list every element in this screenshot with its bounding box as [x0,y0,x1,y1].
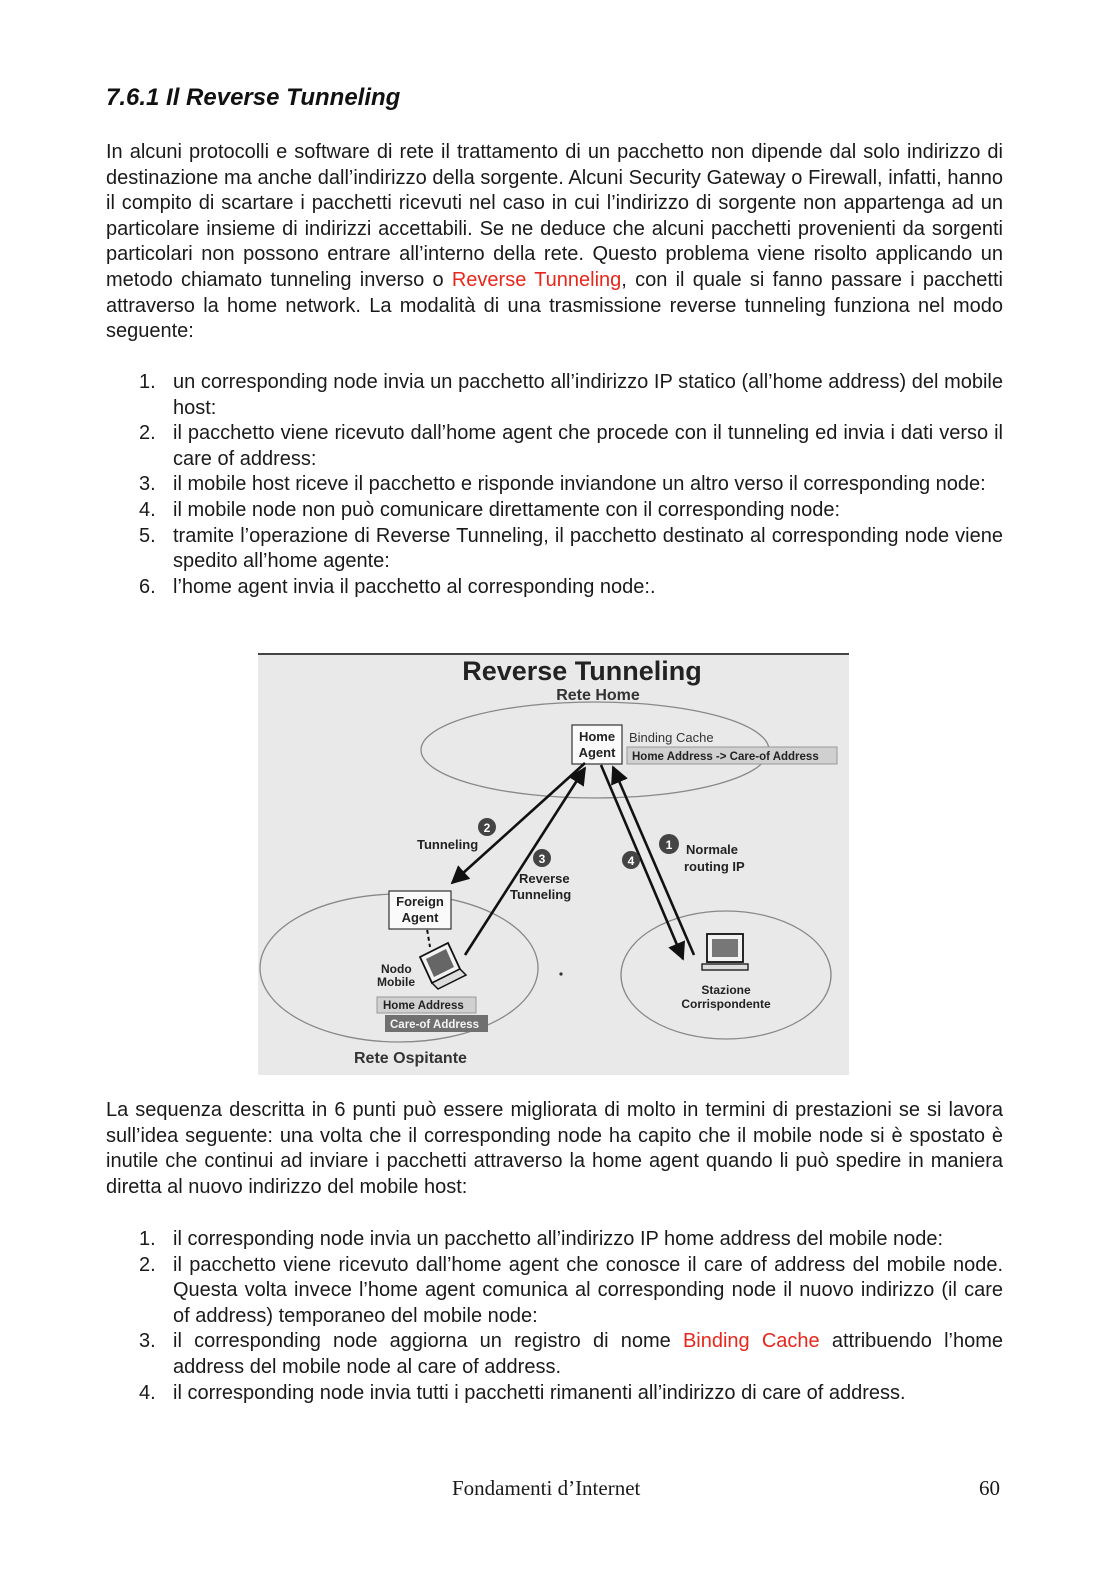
diagram-title: Reverse Tunneling [462,656,702,686]
intro-text-before: In alcuni protocolli e software di rete il trattamento di un pacchetto non dipende dal solo indirizzo di destinazione ma anche dall’indirizzo della sorgente. Alcuni Security Gateway o Firewall, infatti, hanno il compito di scartare i pacchetti ricevuti nel caso in cui l’indirizzo di sorgente non appartenga ad un particolare insieme di indirizzi accettabili. Se ne deduce che alcuni pacchetti provenienti da sorgenti particolari non possono entrare all’interno della rete. Questo problema viene risolto applicando un metodo chiamato tunneling inverso o [106,141,1003,291]
tunneling-arrow [452,763,585,883]
reverse-tunneling-highlight: Reverse Tunneling [451,268,622,291]
correspondent-station-label-line1: Stazione [701,983,751,997]
list-item-text: un corresponding node invia un pacchetto all’indirizzo IP statico (all’home address) del mobile host: [173,371,1003,419]
guest-network-label: Rete Ospitante [354,1050,467,1067]
list-item-number: 2. [139,422,156,445]
list-item-text: il pacchetto viene ricevuto dall’home agent che conosce il care of address del mobile node. Questa volta invece l’home agent comunica al corresponding node il nuovo indirizzo (il care of address) temporaneo del mobile node: [173,1253,1003,1327]
list-item-text-before: il corresponding node aggiorna un registro di nome [173,1330,683,1353]
list-item [106,370,1003,421]
reverse-tunneling-arrow [465,768,585,955]
home-network-label: Rete Home [556,687,640,704]
binding-cache-entry: Home Address -> Care-of Address [632,751,819,763]
laptop-icon [420,943,466,989]
list-item-number: 2. [139,1253,156,1276]
list-item [106,498,1003,524]
list-item [106,1253,1003,1330]
stray-dot [559,972,562,975]
step-4-number: 4 [627,854,635,868]
list-item-text: il pacchetto viene ricevuto dall’home agent che procede con il tunneling ed invia i dati verso il care of address: [173,422,1003,470]
list-item-number: 4. [139,1381,156,1404]
list-item-text: tramite l’operazione di Reverse Tunneling, il pacchetto destinato al corresponding node viene spedito all’home agente: [173,524,1003,573]
list-item-text-after: attribuendo l’home address del mobile node al care of address. [173,1330,1004,1378]
list-item-number: 1. [139,371,156,393]
list-item-number: 1. [139,1228,156,1250]
step-1-number: 1 [665,838,673,852]
reverse-tunneling-steps-list [106,370,1003,600]
step-3-number: 3 [538,852,546,866]
normal-routing-label-line1: Normale [686,842,739,857]
mobile-node-label-line2: Mobile [377,975,415,989]
list-item-number: 5. [139,524,156,547]
care-of-address-label: Care-of Address [390,1019,480,1031]
normal-routing-label-line2: routing IP [684,859,745,874]
list-item-number: 3. [139,473,156,496]
second-paragraph: La sequenza descritta in 6 punti può essere migliorata di molto in termini di prestazioni se si lavora sull’idea seguente: una volta che il corresponding node ha capito che il mobile node si è spostato è inutile che continui ad inviare i pacchetti attraverso la home agent quando li può spedire in maniera diretta al nuovo indirizzo del mobile host: [106,1099,1003,1198]
list-item-number: 4. [139,498,156,521]
list-item-text: il mobile node non può comunicare direttamente con il corresponding node: [173,498,841,521]
list-item-number: 3. [139,1330,156,1353]
intro-paragraph [106,140,1003,345]
list-item-text: il corresponding node invia un pacchetto all’indirizzo IP home address del mobile node: [173,1228,944,1250]
foreign-agent-label-line1: Foreign [396,894,444,909]
reverse-tunneling-label-line2: Tunneling [510,887,572,902]
intro-text-after: , con il quale si fanno passare i pacchetti attraverso la home network. La modalità di una trasmissione reverse tunneling funziona nel modo seguente: [106,268,1003,343]
list-item [106,472,1003,498]
list-item [106,1329,1003,1380]
list-item-number: 6. [139,575,156,598]
home-agent-label-line1: Home [578,729,616,744]
mobile-node-label-line1: Nodo [381,962,412,976]
binding-cache-label: Binding Cache [629,730,714,745]
correspondent-network-ellipse [621,911,831,1039]
tunneling-label: Tunneling [417,837,479,852]
foreign-agent-label-line2: Agent [401,910,439,925]
list-item-text: il mobile host riceve il pacchetto e risponde inviandone un altro verso il corresponding node: [173,473,986,496]
list-item-text: il corresponding node invia tutti i pacchetti rimanenti all’indirizzo di care of address. [173,1381,906,1404]
home-address-label: Home Address [383,1000,464,1012]
reverse-tunneling-label-line1: Reverse [519,871,570,886]
list-item [106,1227,1003,1253]
page-number: 60 [979,1476,1000,1500]
correspondent-station-label-line2: Corrispondente [681,997,771,1011]
list-item-text: l’home agent invia il pacchetto al corresponding node:. [173,575,656,598]
forward-to-correspondent-arrow [601,765,683,959]
list-item [106,524,1003,575]
list-item [106,1381,1003,1407]
section-title: 7.6.1 Il Reverse Tunneling [106,84,401,111]
workstation-icon [702,934,748,970]
list-item [106,575,1003,601]
home-agent-label-line2: Agent [578,745,616,760]
list-item [106,421,1003,472]
reverse-tunneling-diagram [258,653,849,1075]
binding-cache-highlight: Binding Cache [682,1330,820,1353]
footer-title: Fondamenti d’Internet [452,1476,641,1500]
step-2-number: 2 [483,821,491,835]
binding-cache-steps-list [106,1227,1003,1406]
